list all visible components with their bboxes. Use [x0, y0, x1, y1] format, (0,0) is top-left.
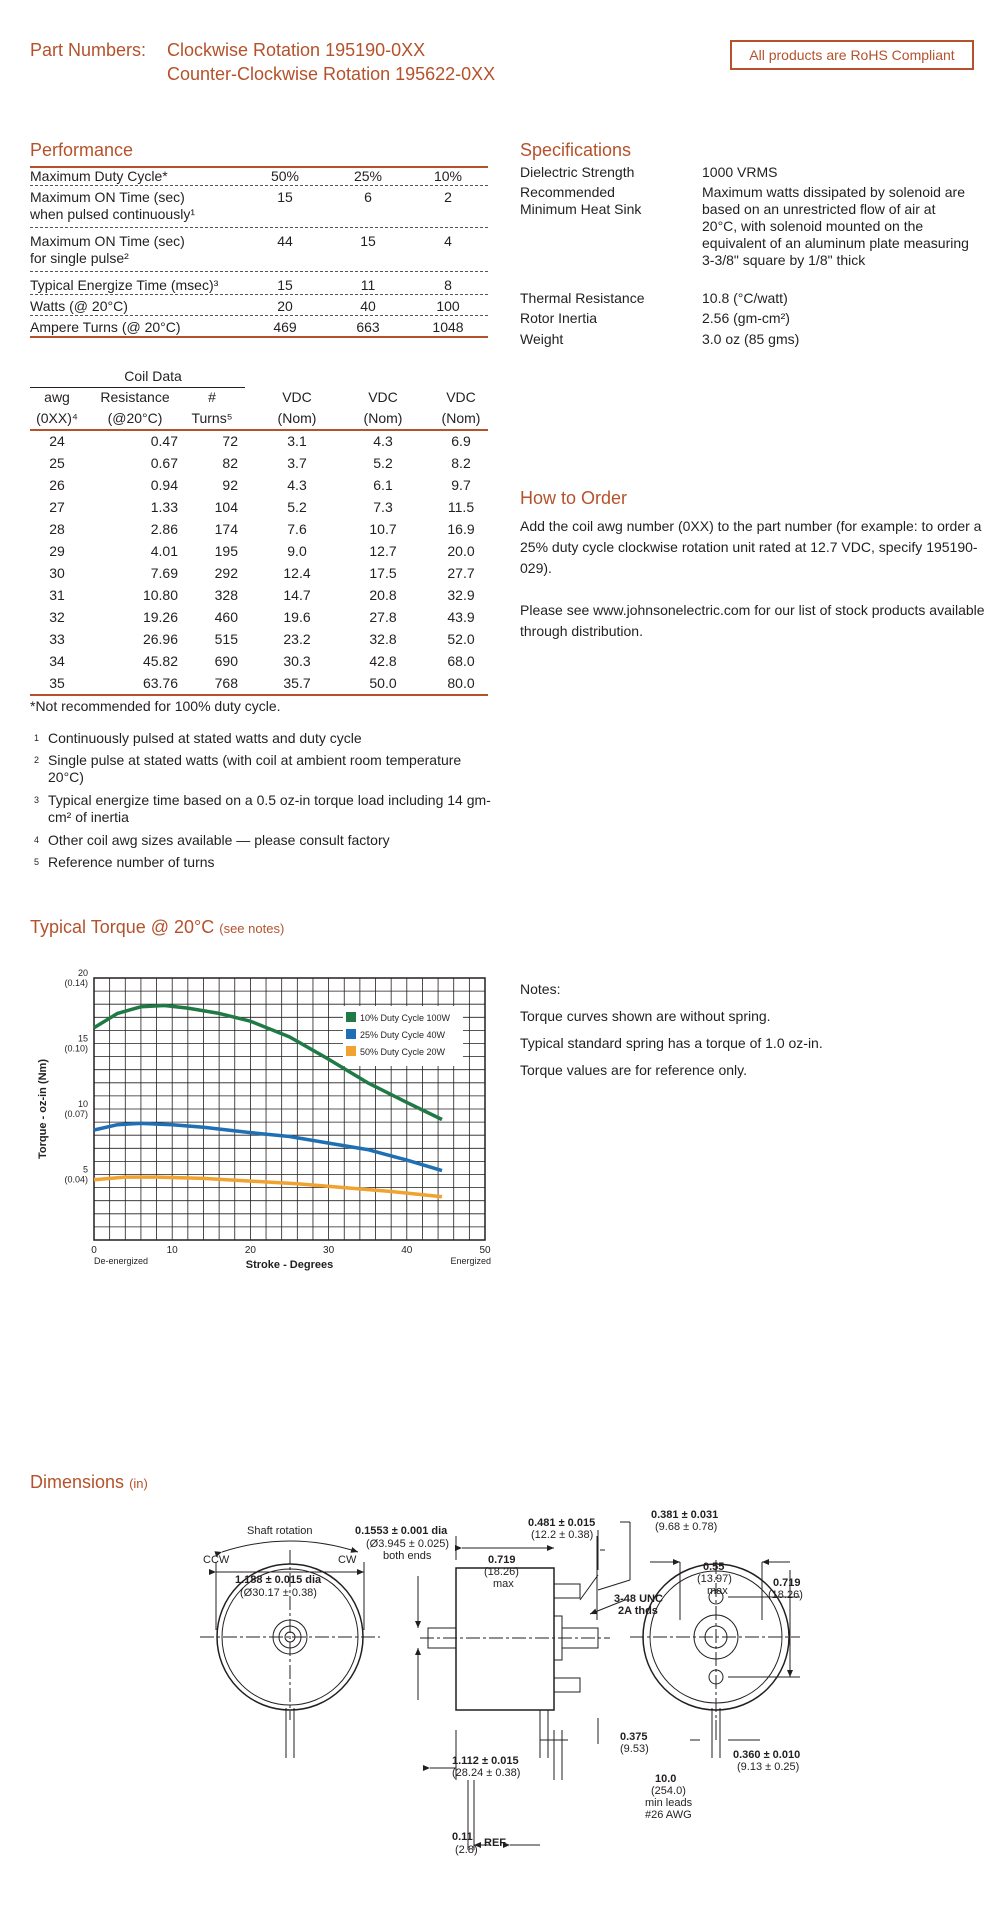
dim-label: REF — [484, 1837, 506, 1849]
y-tick-label: 15 — [77, 1033, 88, 1044]
dimensions-title-text: Dimensions — [30, 1472, 125, 1492]
table-cell: 16.9 — [447, 521, 475, 537]
table-cell: 72 — [222, 433, 238, 449]
performance-value: 25% — [353, 168, 383, 184]
table-cell: 20.0 — [447, 543, 475, 559]
legend-swatch — [346, 1029, 356, 1039]
dim-label: min leads — [645, 1797, 693, 1809]
table-cell: 34 — [49, 653, 65, 669]
stock-products-text: Please see www.johnsonelectric.com for our list of stock products available through distribution. — [520, 602, 985, 639]
table-cell: 28 — [49, 521, 65, 537]
dim-label: (2.8) — [455, 1844, 478, 1856]
torque-title-note: (see notes) — [219, 921, 285, 936]
dim-label: (Ø30.17 ± 0.38) — [240, 1587, 317, 1599]
table-cell: 7.6 — [287, 521, 307, 537]
spec-label: Weight — [520, 331, 564, 347]
dim-label: 0.11 — [452, 1831, 473, 1843]
dimensions-unit: (in) — [129, 1476, 148, 1491]
table-cell: 4.3 — [373, 433, 393, 449]
table-cell: 32.9 — [447, 587, 475, 603]
table-cell: 17.5 — [369, 565, 397, 581]
footnote — [30, 730, 500, 747]
coil-data-title: Coil Data — [124, 368, 182, 384]
performance-label: Watts (@ 20°C) — [30, 298, 128, 314]
coil-header: (@20°C) — [107, 410, 163, 426]
dim-label: 0.1553 ± 0.001 dia — [355, 1525, 448, 1537]
footnote — [30, 832, 500, 849]
table-row — [30, 519, 488, 540]
y-tick-label: 10 — [77, 1099, 88, 1109]
dim-label: 0.381 ± 0.031 — [651, 1509, 719, 1521]
performance-value: 2 — [444, 189, 452, 205]
table-cell: 14.7 — [283, 587, 311, 603]
table-cell: 4.01 — [150, 543, 178, 559]
part-number-cw: Clockwise Rotation 195190-0XX — [167, 40, 426, 60]
footnote-text: Single pulse at stated watts (with coil at ambient room temperature 20°C) — [48, 752, 462, 785]
table-cell: 25 — [49, 455, 65, 471]
table-cell: 6.1 — [373, 477, 393, 493]
torque-note: Typical standard spring has a torque of 1.0 oz-in. — [520, 1035, 823, 1051]
table-cell: 27.8 — [369, 609, 397, 625]
part-numbers-label: Part Numbers: — [30, 40, 147, 60]
table-cell: 30.3 — [283, 653, 311, 669]
legend-label: 25% Duty Cycle 40W — [360, 1030, 446, 1040]
coil-header: (0XX)⁴ — [36, 410, 78, 426]
table-row — [30, 673, 488, 696]
y-axis-label: Torque - oz-in (Nm) — [37, 1059, 49, 1159]
coil-header: VDC — [282, 389, 312, 405]
spec-value: 2.56 (gm-cm²) — [702, 310, 790, 326]
footnote-text: Continuously pulsed at stated watts and duty cycle — [48, 730, 362, 746]
table-cell: 20.8 — [369, 587, 397, 603]
y-tick-label: 20 — [77, 968, 88, 978]
dim-label: max — [493, 1578, 514, 1590]
table-cell: 768 — [214, 675, 238, 691]
table-cell: 9.7 — [451, 477, 471, 493]
coil-header: awg — [44, 389, 70, 405]
table-cell: 174 — [214, 521, 238, 537]
spec-label: Recommended Minimum Heat Sink — [520, 184, 642, 217]
table-cell: 26.96 — [142, 631, 178, 647]
dim-label: 1.188 ± 0.015 dia — [235, 1574, 322, 1586]
table-cell: 4.3 — [287, 477, 307, 493]
footnote-text: Reference number of turns — [48, 854, 215, 870]
dim-label: #26 AWG — [645, 1809, 692, 1821]
table-cell: 5.2 — [287, 499, 307, 515]
table-cell: 328 — [214, 587, 238, 603]
x-end-label: Energized — [450, 1256, 491, 1266]
performance-row — [30, 298, 488, 316]
performance-value: 40 — [360, 298, 376, 314]
dim-label: Shaft rotation — [247, 1525, 313, 1537]
table-cell: 6.9 — [451, 433, 471, 449]
dim-label: (9.13 ± 0.25) — [737, 1761, 800, 1773]
table-cell: 29 — [49, 543, 65, 559]
dim-label: (28.24 ± 0.38) — [452, 1767, 521, 1779]
table-cell: 63.76 — [142, 675, 178, 691]
performance-label: Ampere Turns (@ 20°C) — [30, 319, 181, 335]
dim-label: CCW — [203, 1554, 230, 1566]
footnote — [30, 752, 500, 786]
dim-label: 10.0 — [655, 1773, 677, 1785]
table-cell: 10.80 — [142, 587, 178, 603]
specifications-title: Specifications — [520, 140, 632, 160]
performance-value: 11 — [360, 277, 376, 293]
torque-notes — [520, 976, 823, 1084]
table-cell: 19.6 — [283, 609, 311, 625]
performance-row — [30, 319, 488, 338]
dim-label: 0.719 — [488, 1554, 516, 1566]
table-cell: 23.2 — [283, 631, 311, 647]
spec-label: Thermal Resistance — [520, 290, 645, 306]
table-row — [30, 607, 488, 628]
dim-label: 0.360 ± 0.010 — [733, 1749, 801, 1761]
x-tick-label: 20 — [244, 1245, 256, 1256]
performance-row — [30, 189, 488, 228]
table-row — [30, 651, 488, 672]
dim-label: 3-48 UNC — [614, 1593, 663, 1605]
dim-label: 0.481 ± 0.015 — [528, 1517, 596, 1529]
dim-label: 1.112 ± 0.015 — [452, 1755, 519, 1767]
y-tick-label: 5 — [82, 1164, 88, 1175]
table-cell: 11.5 — [447, 499, 475, 515]
how-to-order-title: How to Order — [520, 488, 628, 508]
dim-label: (12.2 ± 0.38) — [531, 1529, 594, 1541]
table-row — [30, 497, 488, 518]
footnote — [30, 792, 500, 826]
footnote-number: 2 — [34, 755, 40, 765]
performance-value: 8 — [444, 277, 452, 293]
table-cell: 5.2 — [373, 455, 393, 471]
dimensions-drawing — [0, 1509, 1000, 1913]
dim-label: (13.97) — [697, 1573, 732, 1585]
table-cell: 7.3 — [373, 499, 393, 515]
x-tick-label: 0 — [91, 1245, 97, 1256]
dim-label: both ends — [383, 1550, 432, 1562]
table-cell: 7.69 — [150, 565, 178, 581]
table-cell: 292 — [214, 565, 238, 581]
dim-label: 0.55 — [703, 1561, 725, 1573]
table-cell: 80.0 — [447, 675, 475, 691]
table-cell: 0.47 — [150, 433, 178, 449]
dim-label: 2A thds — [618, 1605, 658, 1617]
spec-value: Maximum watts dissipated by solenoid are based on an unrestricted flow of air at 20°C, with solenoid mounted on the equivalent of an aluminum plate measuring 3-3/8" square by 1/8" thick — [702, 184, 969, 268]
coil-header-row — [30, 408, 488, 431]
performance-value: 469 — [273, 319, 297, 335]
performance-label-2: when pulsed continuously¹ — [30, 206, 195, 222]
table-cell: 0.67 — [150, 455, 178, 471]
dim-label: 0.719 — [773, 1577, 801, 1589]
performance-row — [30, 168, 488, 186]
torque-note: Torque values are for reference only. — [520, 1062, 747, 1078]
torque-note: Torque curves shown are without spring. — [520, 1008, 771, 1024]
dim-label: max — [707, 1585, 728, 1597]
dimensions-title — [30, 1472, 148, 1493]
table-cell: 104 — [214, 499, 238, 515]
performance-value: 10% — [433, 168, 463, 184]
duty-cycle-note: *Not recommended for 100% duty cycle. — [30, 698, 281, 714]
table-cell: 32.8 — [369, 631, 397, 647]
performance-value: 15 — [277, 277, 293, 293]
spec-value: 3.0 oz (85 gms) — [702, 331, 800, 347]
table-cell: 3.1 — [287, 433, 307, 449]
footnote-number: 1 — [34, 733, 40, 743]
coil-header-row — [30, 387, 488, 408]
x-tick-label: 30 — [323, 1245, 335, 1256]
how-to-order-text: Add the coil awg number (0XX) to the part number (for example: to order a 25% duty cycle clockwise rotation unit rated at 12.7 VDC, specify 195190-029). — [520, 518, 982, 576]
performance-title: Performance — [30, 140, 134, 160]
table-cell: 30 — [49, 565, 65, 581]
coil-header: VDC — [446, 389, 476, 405]
part-number-ccw: Counter-Clockwise Rotation 195622-0XX — [167, 64, 496, 84]
table-cell: 10.7 — [369, 521, 397, 537]
performance-value: 663 — [356, 319, 380, 335]
performance-label: Maximum ON Time (sec) — [30, 189, 185, 205]
table-cell: 690 — [214, 653, 238, 669]
table-cell: 19.26 — [142, 609, 178, 625]
torque-chart — [30, 968, 500, 1298]
performance-value: 50% — [270, 168, 300, 184]
dim-label: (254.0) — [651, 1785, 686, 1797]
footnote-number: 4 — [34, 835, 40, 845]
table-cell: 12.7 — [369, 543, 397, 559]
x-tick-label: 50 — [479, 1245, 491, 1256]
table-cell: 43.9 — [447, 609, 475, 625]
table-cell: 195 — [214, 543, 238, 559]
performance-value: 15 — [360, 233, 376, 249]
x-axis-label: Stroke - Degrees — [245, 1259, 334, 1271]
torque-title-text: Typical Torque @ 20°C — [30, 917, 215, 937]
legend-swatch — [346, 1046, 356, 1056]
performance-row — [30, 277, 488, 295]
performance-value: 15 — [277, 189, 293, 205]
legend-swatch — [346, 1012, 356, 1022]
coil-header: VDC — [368, 389, 398, 405]
table-cell: 31 — [49, 587, 65, 603]
x-end-label: De-energized — [94, 1256, 149, 1266]
spec-value: 1000 VRMS — [702, 164, 778, 180]
coil-header: # — [208, 389, 216, 405]
table-cell: 33 — [49, 631, 65, 647]
table-row — [30, 475, 488, 496]
table-cell: 32 — [49, 609, 65, 625]
table-cell: 52.0 — [447, 631, 475, 647]
table-row — [30, 453, 488, 474]
table-cell: 0.94 — [150, 477, 178, 493]
table-cell: 35 — [49, 675, 65, 691]
table-row — [30, 629, 488, 650]
table-cell: 50.0 — [369, 675, 397, 691]
table-cell: 92 — [222, 477, 238, 493]
coil-header: (Nom) — [363, 410, 403, 426]
table-cell: 12.4 — [283, 565, 311, 581]
performance-value: 44 — [277, 233, 293, 249]
table-row — [30, 431, 488, 452]
y-tick-sub: (0.07) — [64, 1109, 88, 1119]
table-cell: 2.86 — [150, 521, 178, 537]
performance-label-2: for single pulse² — [30, 250, 129, 266]
legend-label: 50% Duty Cycle 20W — [360, 1047, 446, 1057]
footnote-number: 5 — [34, 857, 40, 867]
chart-legend — [343, 1006, 463, 1066]
performance-value: 1048 — [432, 319, 464, 335]
torque-note: Notes: — [520, 981, 561, 997]
table-cell: 35.7 — [283, 675, 311, 691]
dim-label: (9.68 ± 0.78) — [655, 1521, 718, 1533]
table-cell: 460 — [214, 609, 238, 625]
y-tick-sub: (0.04) — [64, 1174, 88, 1185]
table-cell: 26 — [49, 477, 65, 493]
spec-value: 10.8 (°C/watt) — [702, 290, 788, 306]
footnote-number: 3 — [34, 795, 40, 805]
spec-label: Rotor Inertia — [520, 310, 598, 326]
table-cell: 27.7 — [447, 565, 475, 581]
dim-label: CW — [338, 1554, 357, 1566]
table-cell: 515 — [214, 631, 238, 647]
performance-value: 20 — [277, 298, 293, 314]
y-tick-sub: (0.14) — [64, 978, 88, 988]
table-cell: 45.82 — [142, 653, 178, 669]
footnote — [30, 854, 500, 871]
x-tick-label: 40 — [401, 1245, 413, 1256]
performance-label: Maximum Duty Cycle* — [30, 168, 168, 184]
side-view-drawing — [418, 1522, 630, 1850]
coil-header: (Nom) — [441, 410, 481, 426]
performance-label: Maximum ON Time (sec) — [30, 233, 185, 249]
coil-header: (Nom) — [277, 410, 317, 426]
coil-header: Turns⁵ — [191, 410, 233, 426]
dim-label: (9.53) — [620, 1743, 649, 1755]
table-cell: 24 — [49, 433, 65, 449]
table-cell: 3.7 — [287, 455, 307, 471]
coil-header: Resistance — [100, 389, 170, 405]
table-cell: 82 — [222, 455, 238, 471]
table-cell: 9.0 — [287, 543, 307, 559]
performance-value: 4 — [444, 233, 452, 249]
spec-label: Dielectric Strength — [520, 164, 635, 180]
torque-title — [30, 917, 284, 938]
performance-row — [30, 233, 488, 272]
table-cell: 8.2 — [451, 455, 471, 471]
table-row — [30, 585, 488, 606]
rohs-badge: All products are RoHS Compliant — [730, 40, 974, 70]
table-row — [30, 563, 488, 584]
dim-label: (Ø3.945 ± 0.025) — [366, 1538, 450, 1550]
table-row — [30, 541, 488, 562]
performance-value: 100 — [436, 298, 460, 314]
x-tick-label: 10 — [166, 1245, 178, 1256]
footnote-text: Typical energize time based on a 0.5 oz-in torque load including 14 gm-cm² of inertia — [48, 792, 491, 825]
legend-label: 10% Duty Cycle 100W — [360, 1013, 451, 1023]
part-numbers — [30, 38, 495, 86]
table-cell: 68.0 — [447, 653, 475, 669]
y-tick-sub: (0.10) — [64, 1043, 88, 1054]
performance-label: Typical Energize Time (msec)³ — [30, 277, 219, 293]
dim-label: (18.26) — [484, 1566, 519, 1578]
footnote-text: Other coil awg sizes available — please consult factory — [48, 832, 390, 848]
table-cell: 27 — [49, 499, 65, 515]
performance-value: 6 — [364, 189, 372, 205]
dim-label: 0.375 — [620, 1731, 648, 1743]
dim-label: (18.26) — [768, 1589, 803, 1601]
table-cell: 42.8 — [369, 653, 397, 669]
table-cell: 1.33 — [150, 499, 178, 515]
